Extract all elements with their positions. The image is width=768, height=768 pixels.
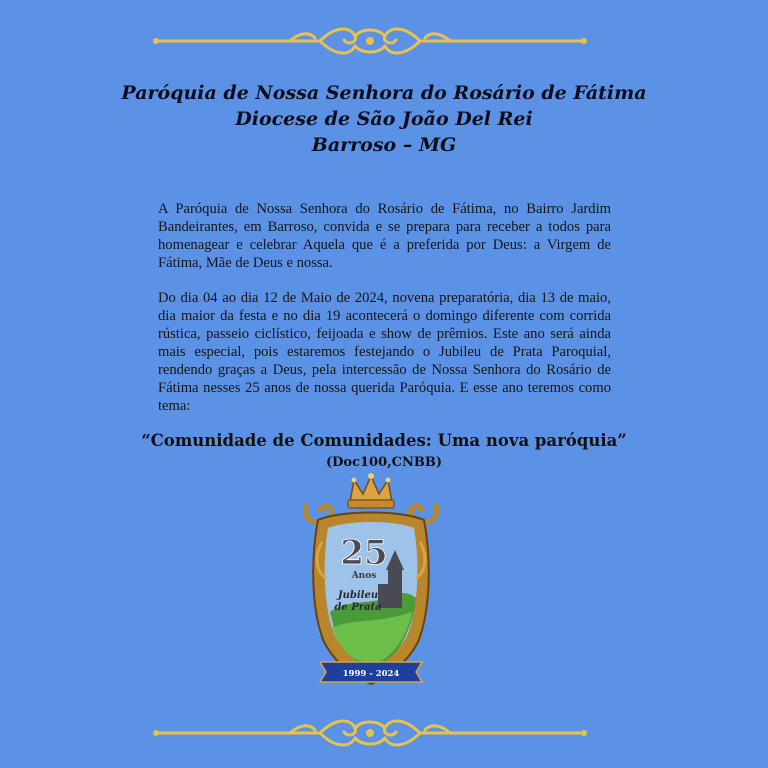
diocese-name: Diocese de São João Del Rei bbox=[235, 108, 533, 130]
crown-icon bbox=[348, 473, 394, 508]
theme-title: “Comunidade de Comunidades: Uma nova paróquia” bbox=[141, 431, 627, 450]
emblem-number: 25 bbox=[340, 533, 388, 573]
jubilee-emblem bbox=[300, 472, 442, 690]
emblem-years: 1999 - 2024 bbox=[342, 669, 400, 679]
city-state: Barroso – MG bbox=[311, 134, 457, 156]
top-ornament-divider bbox=[150, 24, 590, 58]
emblem-anos: Anos bbox=[351, 571, 377, 581]
parish-name: Paróquia de Nossa Senhora do Rosário de Fátima bbox=[121, 82, 647, 104]
bottom-ornament-divider bbox=[150, 716, 590, 750]
theme-reference: (Doc100,CNBB) bbox=[325, 455, 443, 470]
emblem-de-prata: de Prata bbox=[334, 602, 382, 613]
invitation-paragraph: A Paróquia de Nossa Senhora do Rosário de Fátima, no Bairro Jardim Bandeirantes, em Barroso, convida e se prepara para receber a todos para homenagear e celebrar Aquela que é a preferida por Deus: a Virgem de Fátima, Mãe de Deus e nossa. bbox=[158, 201, 611, 271]
parish-header bbox=[80, 80, 688, 158]
schedule-paragraph: Do dia 04 ao dia 12 de Maio de 2024, novena preparatória, dia 13 de maio, dia maior da festa e no dia 19 acontecerá o domingo diferente com corrida rústica, passeio ciclístico, feijoada e show de prêmios. Este ano será ainda mais especial, pois estaremos festejando o Jubileu de Prata Paroquial, rendendo graças a Deus, pela intercessão de Nossa Senhora do Rosário de Fátima nesses 25 anos de nossa querida Paróquia. E esse ano teremos como tema: bbox=[158, 290, 611, 414]
emblem-jubileu: Jubileu bbox=[337, 590, 379, 601]
theme-block bbox=[80, 430, 688, 472]
